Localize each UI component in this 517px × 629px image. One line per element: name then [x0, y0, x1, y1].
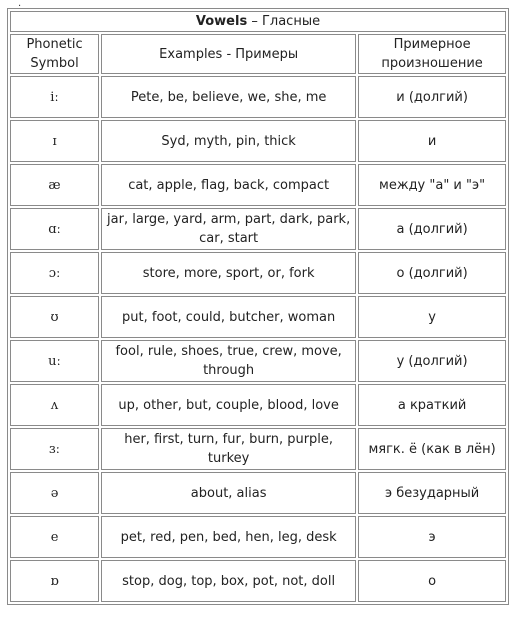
- table-row: [10, 76, 506, 118]
- header-examples: Examples - Примеры: [101, 34, 356, 74]
- approx-pronunciation: и (долгий): [358, 76, 506, 118]
- example-words: jar, large, yard, arm, part, dark, park, car, start: [101, 208, 356, 250]
- approx-pronunciation: а краткий: [358, 384, 506, 426]
- header-row: [10, 34, 506, 74]
- example-words: fool, rule, shoes, true, crew, move, through: [101, 340, 356, 382]
- vowel-symbol: e: [10, 516, 99, 558]
- approx-pronunciation: о (долгий): [358, 252, 506, 294]
- example-words: pet, red, pen, bed, hen, leg, desk: [101, 516, 356, 558]
- vowel-symbol: ə: [10, 472, 99, 514]
- table-row: [10, 428, 506, 470]
- example-words: up, other, but, couple, blood, love: [101, 384, 356, 426]
- vowel-symbol: ʌ: [10, 384, 99, 426]
- vowels-table: [7, 8, 509, 605]
- stray-dot: .: [18, 0, 22, 9]
- table-row: [10, 560, 506, 602]
- vowel-symbol: ɔː: [10, 252, 99, 294]
- vowel-symbol: æ: [10, 164, 99, 206]
- approx-pronunciation: э безударный: [358, 472, 506, 514]
- example-words: Pete, be, believe, we, she, me: [101, 76, 356, 118]
- approx-pronunciation: у (долгий): [358, 340, 506, 382]
- vowel-symbol: ʊ: [10, 296, 99, 338]
- table-row: [10, 120, 506, 162]
- approx-pronunciation: и: [358, 120, 506, 162]
- approx-pronunciation: о: [358, 560, 506, 602]
- table-row: [10, 296, 506, 338]
- table-row: [10, 252, 506, 294]
- table-row: [10, 340, 506, 382]
- example-words: about, alias: [101, 472, 356, 514]
- table-row: [10, 164, 506, 206]
- example-words: store, more, sport, or, fork: [101, 252, 356, 294]
- table-title: [10, 11, 506, 32]
- example-words: put, foot, could, butcher, woman: [101, 296, 356, 338]
- header-pronunciation: Примерное произношение: [358, 34, 506, 74]
- table-row: [10, 516, 506, 558]
- vowel-symbol: ɒ: [10, 560, 99, 602]
- table-title-rest: – Гласные: [247, 14, 321, 29]
- vowel-symbol: iː: [10, 76, 99, 118]
- approx-pronunciation: между "а" и "э": [358, 164, 506, 206]
- header-phonetic-symbol: Phonetic Symbol: [10, 34, 99, 74]
- example-words: cat, apple, flag, back, compact: [101, 164, 356, 206]
- example-words: stop, dog, top, box, pot, not, doll: [101, 560, 356, 602]
- approx-pronunciation: а (долгий): [358, 208, 506, 250]
- example-words: her, first, turn, fur, burn, purple, turkey: [101, 428, 356, 470]
- example-words: Syd, myth, pin, thick: [101, 120, 356, 162]
- table-row: [10, 384, 506, 426]
- vowel-symbol: uː: [10, 340, 99, 382]
- vowel-symbol: ɪ: [10, 120, 99, 162]
- vowel-symbol: ɜː: [10, 428, 99, 470]
- table-title-bold: Vowels: [195, 14, 248, 29]
- approx-pronunciation: э: [358, 516, 506, 558]
- approx-pronunciation: мягк. ё (как в лён): [358, 428, 506, 470]
- approx-pronunciation: у: [358, 296, 506, 338]
- table-row: [10, 208, 506, 250]
- vowel-symbol: ɑː: [10, 208, 99, 250]
- table-row: [10, 472, 506, 514]
